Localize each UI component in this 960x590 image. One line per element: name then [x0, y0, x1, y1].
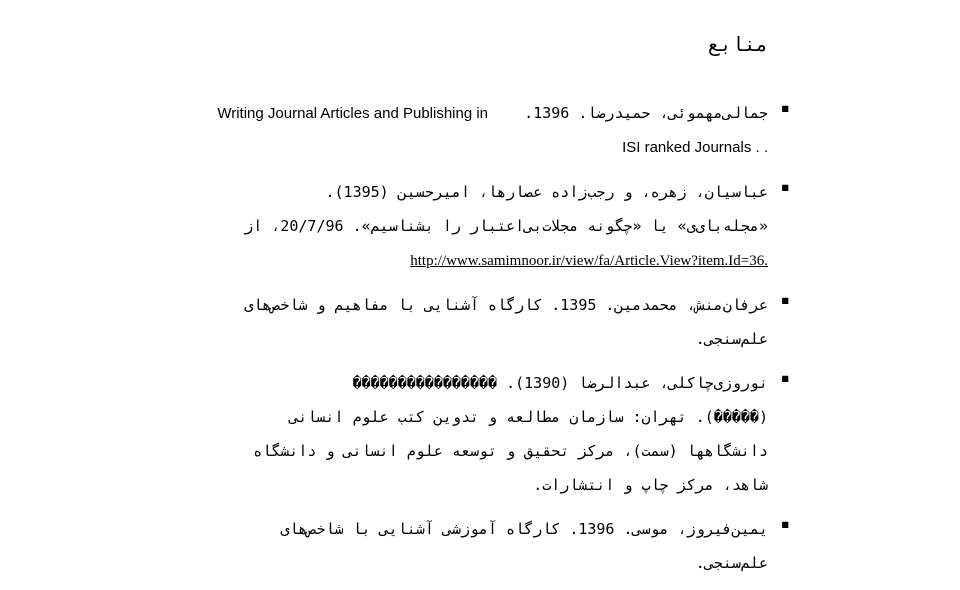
reference-line: . . ISI ranked Journals: [622, 139, 768, 156]
slide-title: منابع: [707, 32, 768, 56]
reference-link[interactable]: http://www.samimnoor.ir/view/fa/Article.View?item.Id=36.: [410, 253, 768, 269]
reference-item: [120, 512, 790, 580]
reference-line: نوروزی‌چاکلی، عبدالرضا (1390). ����������������: [352, 374, 768, 392]
reference-line: عرفان‌منش، محمدمین. 1395. کارگاه آشنایی با مفاهیم و شاخص‌های: [244, 296, 768, 314]
reference-line: (�����). تهران: سازمان مطالعه و تدوین کتب علوم انسانی: [289, 408, 768, 426]
bullet-icon: ▪: [780, 290, 790, 309]
reference-item: [120, 96, 790, 165]
reference-line: عباسیان، زهره، و رجب‌زاده عصارها، امیرحسین (1395).: [325, 183, 768, 201]
bullet-icon: ▪: [780, 177, 790, 196]
reference-line: یمین‌فیروز، موسی. 1396. کارگاه آموزشی آشنایی با شاخص‌های: [280, 520, 768, 538]
reference-line: شاهد، مرکز چاپ و انتشارات.: [533, 476, 768, 494]
reference-line: علم‌سنجی.: [695, 330, 768, 348]
bullet-icon: ▪: [780, 98, 790, 117]
bullet-icon: ▪: [780, 368, 790, 387]
reference-line: [120, 96, 768, 131]
reference-line: دانشگاهها (سمت)، مرکز تحقیق و توسعه علوم انسانی و دانشگاه: [253, 442, 768, 460]
reference-item: [120, 288, 790, 356]
reference-item: [120, 366, 790, 502]
reference-text-en: Writing Journal Articles and Publishing in: [217, 105, 489, 122]
reference-line: «مجله‌بای‌ی» یا «چگونه مجلات‌بی‌اعتبار را بشناسیم». 20/7/96، از: [244, 217, 768, 235]
reference-list: [120, 96, 790, 590]
reference-line: علم‌سنجی.: [695, 554, 768, 572]
reference-item: [120, 175, 790, 278]
reference-text-fa: جمالی‌مهموئی، حمیدرضا. 1396.: [524, 104, 768, 122]
bullet-icon: ▪: [780, 514, 790, 533]
